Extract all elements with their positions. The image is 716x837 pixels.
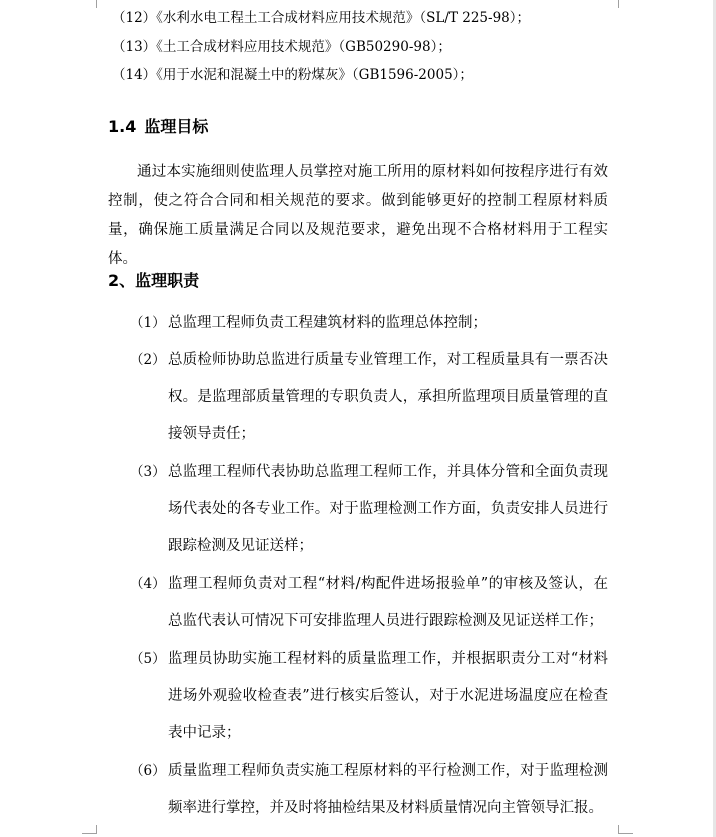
section-heading xyxy=(108,268,199,291)
duty-number: （2） xyxy=(130,352,166,368)
duty-text: 总监理工程师代表协助总监理工程师工作，并具体分管和全面负责现场代表处的各专业工作。对于监理检测工作方面，负责安排人员进行跟踪检测及见证送样； xyxy=(168,464,608,554)
section-number: 2、 xyxy=(108,271,136,290)
reference-item: （13）《土工合成材料应用技术规范》（GB50290-98）； xyxy=(112,39,451,55)
section-number: 1.4 xyxy=(108,117,137,136)
crop-mark-top-left xyxy=(82,0,97,8)
section-title: 监理职责 xyxy=(135,271,200,290)
crop-mark-bottom-left xyxy=(82,825,97,834)
crop-mark-bottom-right xyxy=(618,825,633,834)
reference-item: （12）《水利水电工程土工合成材料应用技术规范》（SL/T 225-98）； xyxy=(112,10,530,26)
duty-text: 监理员协助实施工程材料的质量监理工作，并根据职责分工对“材料进场外观验收检查表”进行核实后签认，对于水泥进场温度应在检查表中记录； xyxy=(168,651,608,741)
duty-text: 总质检师协助总监进行质量专业管理工作，对工程质量具有一票否决权。是监理部质量管理的专职负责人，承担所监理项目质量管理的直接领导责任； xyxy=(168,352,608,442)
body-paragraph: 通过本实施细则使监理人员掌控对施工所用的原材料如何按程序进行有效控制，使之符合合同和相关规范的要求。做到能够更好的控制工程原材料质量，确保施工质量满足合同以及规范要求，避免出现不合格材料用于工程实体。 xyxy=(108,164,608,267)
section-heading xyxy=(108,114,208,137)
duty-number: （6） xyxy=(130,763,166,779)
section-title: 监理目标 xyxy=(144,117,209,136)
duty-number: （5） xyxy=(130,651,166,667)
reference-item: （14）《用于水泥和混凝土中的粉煤灰》（GB1596-2005）； xyxy=(112,67,473,83)
duty-text: 总监理工程师负责工程建筑材料的监理总体控制； xyxy=(168,315,487,331)
duty-number: （4） xyxy=(130,576,166,592)
crop-mark-top-right xyxy=(618,0,633,8)
duty-text: 质量监理工程师负责实施工程原材料的平行检测工作，对于监理检测频率进行掌控，并及时将抽检结果及材料质量情况向主管领导汇报。 xyxy=(168,763,608,816)
duty-number: （1） xyxy=(130,315,166,331)
duty-number: （3） xyxy=(130,464,166,480)
duty-text: 监理工程师负责对工程“材料/构配件进场报验单”的审核及签认，在总监代表认可情况下可安排监理人员进行跟踪检测及见证送样工作； xyxy=(168,576,608,629)
